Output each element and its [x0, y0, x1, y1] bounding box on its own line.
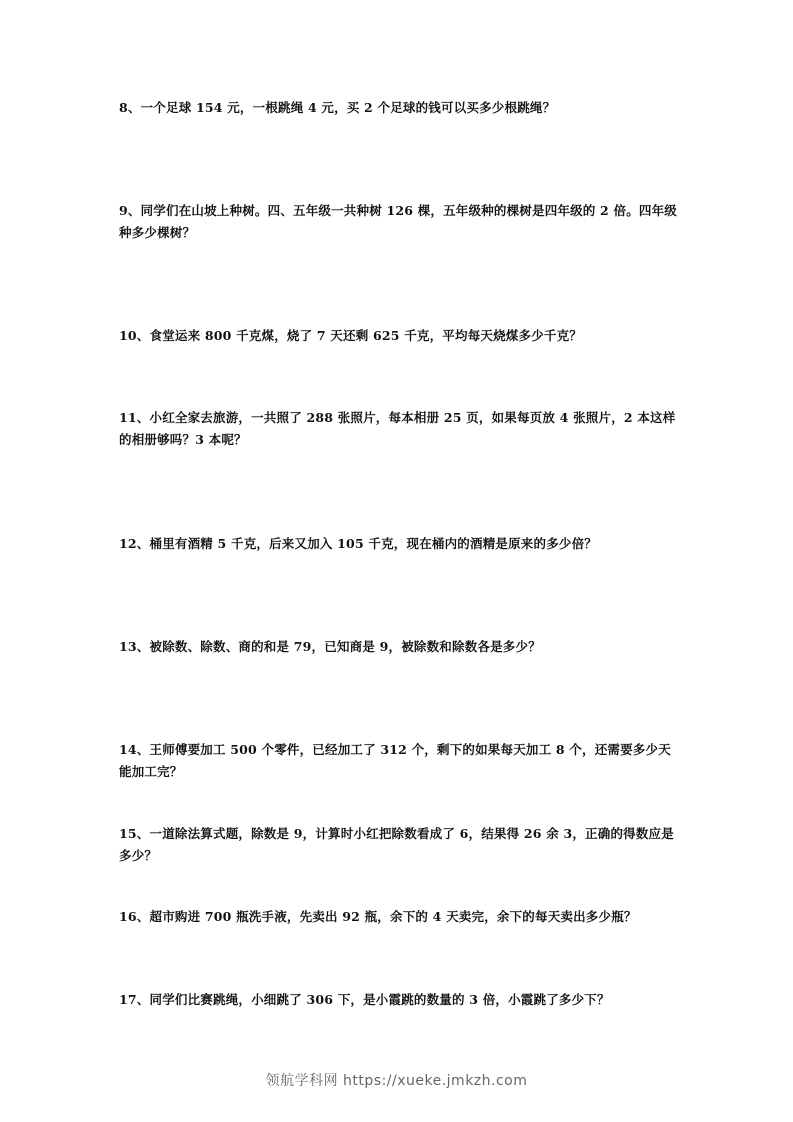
question-8: 8、一个足球 154 元，一根跳绳 4 元，买 2 个足球的钱可以买多少根跳绳？ — [119, 100, 556, 115]
question-17: 17、同学们比赛跳绳，小细跳了 306 下，是小霞跳的数量的 3 倍，小霞跳了多少下？ — [119, 992, 610, 1007]
question-12: 12、桶里有酒精 5 千克，后来又加入 105 千克，现在桶内的酒精是原来的多少倍？ — [119, 536, 597, 551]
question-14: 14、王师傅要加工 500 个零件，已经加工了 312 个，剩下的如果每天加工 8 个，还需要多少天能加工完？ — [119, 742, 671, 779]
question-15: 15、一道除法算式题，除数是 9，计算时小红把除数看成了 6，结果得 26 余 3，正确的得数应是多少？ — [119, 826, 674, 863]
question-9: 9、同学们在山坡上种树。四、五年级一共种树 126 棵，五年级种的棵树是四年级的 2 倍。四年级种多少棵树？ — [119, 203, 677, 240]
question-11: 11、小红全家去旅游，一共照了 288 张照片，每本相册 25 页，如果每页放 4 张照片，2 本这样的相册够吗？3 本呢？ — [119, 410, 676, 447]
footer-watermark: 领航学科网 https://xueke.jmkzh.com — [265, 1073, 528, 1089]
question-10: 10、食堂运来 800 千克煤，烧了 7 天还剩 625 千克，平均每天烧煤多少千克？ — [119, 328, 582, 343]
question-13: 13、被除数、除数、商的和是 79，已知商是 9，被除数和除数各是多少？ — [119, 639, 541, 654]
question-16: 16、超市购进 700 瓶洗手液，先卖出 92 瓶，余下的 4 天卖完，余下的每天卖出多少瓶？ — [119, 909, 637, 924]
